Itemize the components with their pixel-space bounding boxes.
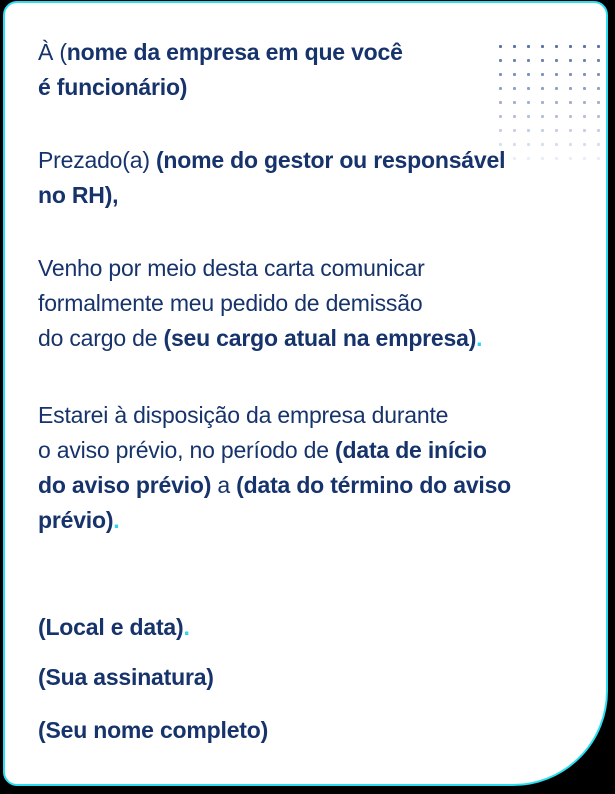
body-text: o aviso prévio, no período de [38, 437, 336, 463]
paragraph [38, 610, 598, 645]
body-text: Prezado(a) [38, 147, 156, 173]
placeholder-text: do aviso prévio) [38, 472, 212, 498]
text-line [38, 251, 598, 286]
placeholder-text: (Seu nome completo) [38, 717, 269, 743]
text-line [38, 143, 598, 178]
accent-period: . [113, 507, 120, 533]
placeholder-text: (seu cargo atual na empresa) [163, 325, 477, 351]
paragraph [38, 35, 598, 105]
body-text: formalmente meu pedido de demissão [38, 290, 423, 316]
body-text: do cargo de [38, 325, 164, 351]
body-text: Estarei à disposição da empresa durante [38, 402, 449, 428]
text-line [38, 713, 598, 748]
text-line [38, 35, 598, 70]
body-text: a [211, 472, 237, 498]
placeholder-text: (data do término do aviso [236, 472, 512, 498]
text-line [38, 610, 598, 645]
text-line [38, 398, 598, 433]
text-line [38, 468, 598, 503]
accent-period: . [183, 614, 190, 640]
text-line [38, 286, 598, 321]
text-line [38, 70, 598, 105]
paragraph [38, 143, 598, 213]
letter-body [38, 35, 598, 748]
placeholder-text: (Local e data) [38, 614, 184, 640]
body-text: À ( [38, 39, 67, 65]
placeholder-text: (Sua assinatura) [38, 664, 214, 690]
placeholder-text: é funcionário) [38, 74, 188, 100]
text-line [38, 503, 598, 538]
body-text: Venho por meio desta carta comunicar [38, 255, 425, 281]
paragraph [38, 713, 598, 748]
accent-period: . [476, 325, 483, 351]
placeholder-text: (nome do gestor ou responsável [155, 147, 506, 173]
text-line [38, 321, 598, 356]
text-line [38, 660, 598, 695]
placeholder-text: prévio) [38, 507, 114, 533]
text-line [38, 433, 598, 468]
paragraph [38, 660, 598, 695]
paragraph [38, 398, 598, 538]
placeholder-text: no RH), [38, 182, 119, 208]
text-line [38, 178, 598, 213]
paragraph [38, 251, 598, 356]
letter-card [3, 1, 608, 786]
placeholder-text: (data de início [335, 437, 487, 463]
placeholder-text: nome da empresa em que você [66, 39, 403, 65]
